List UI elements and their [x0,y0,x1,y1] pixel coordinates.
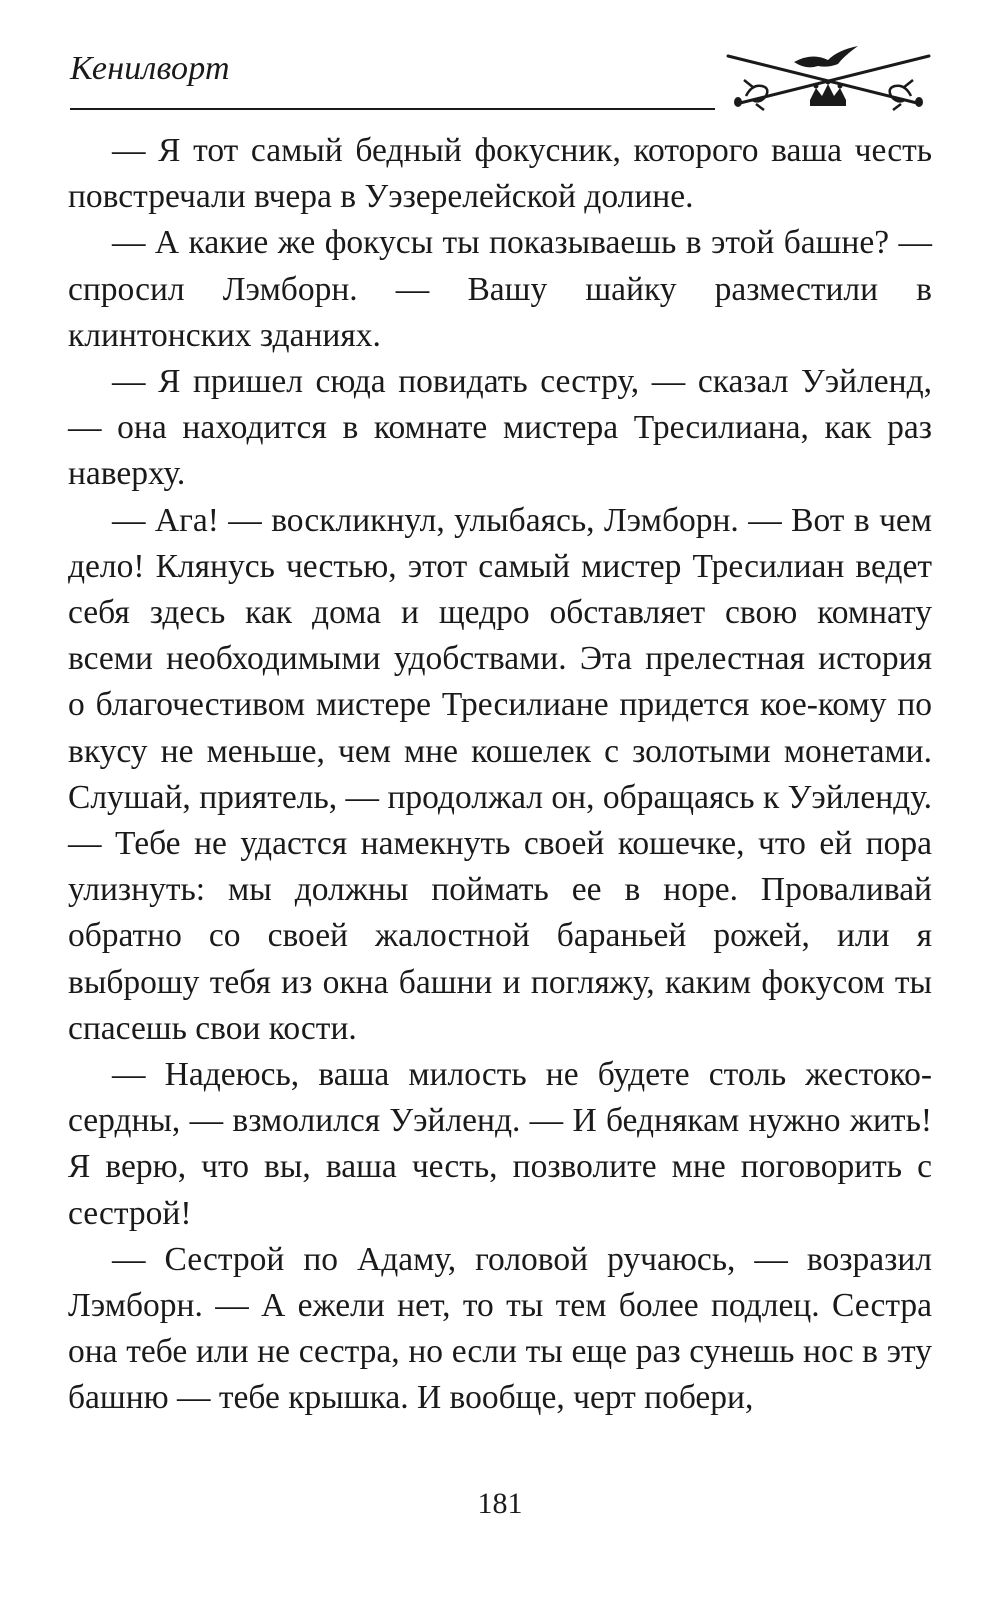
body-text [68,128,932,1422]
running-head [70,40,930,115]
paragraph: — Сестрой по Адаму, головой ручаюсь, — возразил Лэмборн. — А ежели нет, то ты тем более подлец. Сестра она тебе или не сестра, но если ты еще раз сунешь нос в эту башню — тебе крышка. И вообще, черт побери, [68,1240,932,1417]
running-title: Кенилворт [70,50,230,87]
paragraph: — Надеюсь, ваша милость не будете столь жестокосердны, — взмолился Уэйленд. — И беднякам нужно жить! Я верю, что вы, ваша честь, позволите мне поговорить с сестрой! [68,1056,932,1232]
paragraph: — А какие же фокусы ты показываешь в этой башне? — спросил Лэмборн. — Вашу шайку разместили в клинтонских зданиях. [68,224,932,354]
paragraph: — Я пришел сюда повидать сестру, — сказал Уэйленд, — она находится в комнате мистера Тресилиана, как раз наверху. [68,363,932,493]
page-number: 181 [477,1487,523,1520]
header-rule [70,108,715,110]
crossed-swords-crown-bird-icon [726,42,931,112]
paragraph: — Ага! — воскликнул, улыбаясь, Лэмборн. — Вот в чем дело! Клянусь честью, этот самый мистер Тресилиан ведет себя здесь как дома и щедро обставляет свою комнату всеми необходимыми удобствами. Эта прелестная история о благочестивом мистере Тресилиане придется кое-кому по вкусу не меньше, чем мне кошелек с золотыми монетами. Слушай, приятель, — продолжал он, обращаясь к Уэйленду. — Тебе не удастся намекнуть своей кошечке, что ей пора улизнуть: мы должны поймать ее в норе. Проваливай обратно со своей жалостной бараньей рожей, или я выброшу тебя из окна башни и погляжу, каким фокусом ты спасешь свои кости. [68,501,932,1047]
paragraph: — Я тот самый бедный фокусник, которого ваша честь повстречали вчера в Уэзерелейской долине. [68,132,932,216]
